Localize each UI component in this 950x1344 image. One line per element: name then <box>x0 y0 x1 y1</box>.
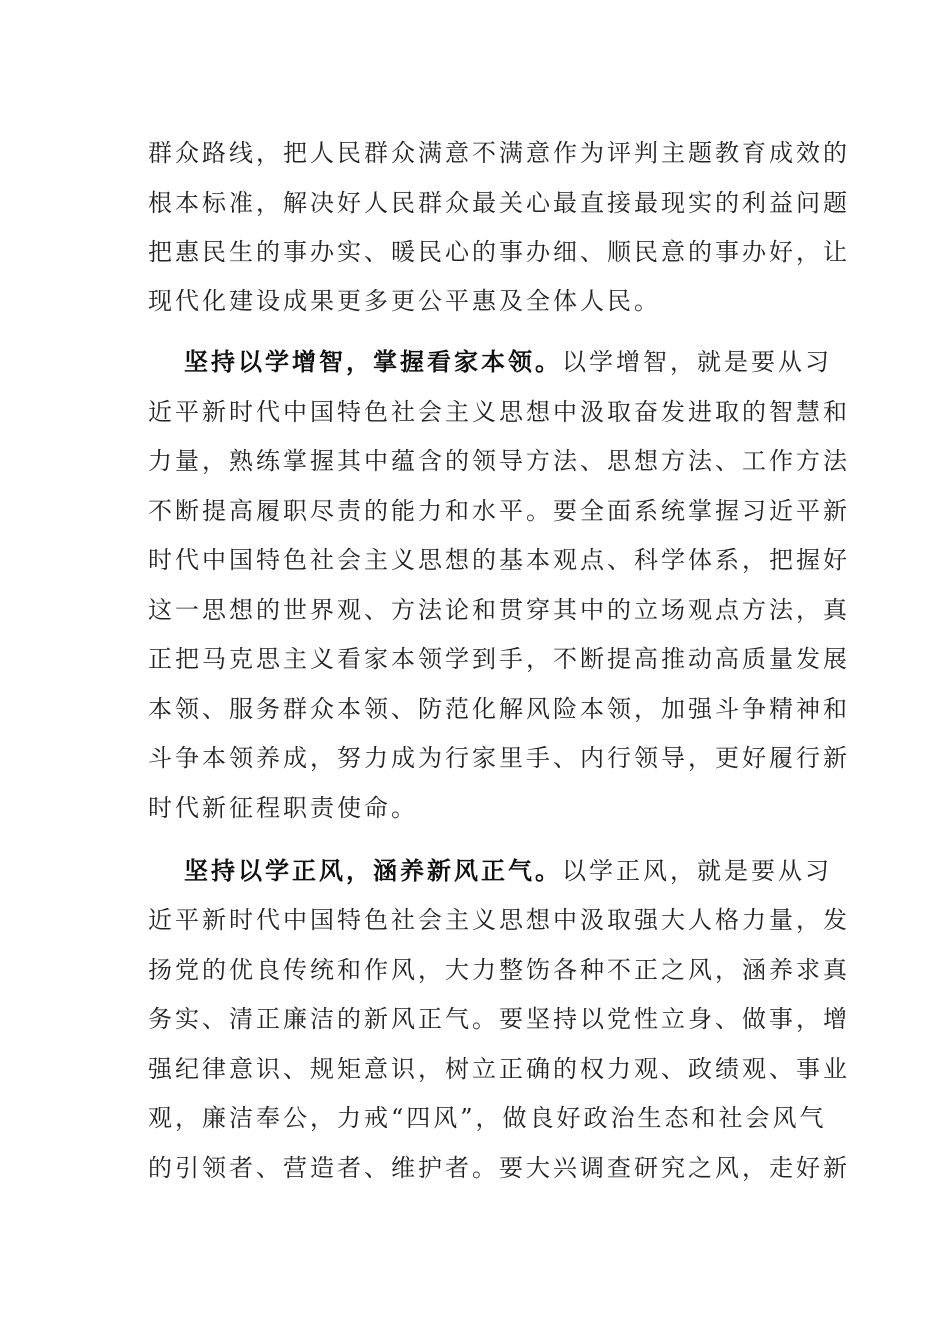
paragraph-3-line-1 <box>184 854 832 888</box>
paragraph-2-line-10: 时代新征程职责使命。 <box>148 794 418 822</box>
paragraph-2-line-9: 斗争本领养成，努力成为行家里手、内行领导，更好履行新 <box>148 744 850 772</box>
paragraph-2-line-2: 近平新时代中国特色社会主义思想中汲取奋发进取的智慧和 <box>148 398 850 426</box>
paragraph-1-line-2: 根本标准，解决好人民群众最关心最直接最现实的利益问题 <box>148 189 850 217</box>
paragraph-2-line-1 <box>184 345 832 379</box>
paragraph-3-line-6: 观，廉洁奉公，力戒“四风”，做良好政治生态和社会风气 <box>148 1104 827 1132</box>
paragraph-2-line-4: 不断提高履职尽责的能力和水平。要全面系统掌握习近平新 <box>148 497 850 525</box>
paragraph-3-first-line-rest: 以学正风，就是要从习 <box>562 857 832 885</box>
paragraph-2-line-3: 力量，熟练掌握其中蕴含的领导方法、思想方法、工作方法 <box>148 447 850 475</box>
paragraph-1-line-4: 现代化建设成果更多更公平惠及全体人民。 <box>148 287 661 315</box>
paragraph-1-line-1: 群众路线，把人民群众满意不满意作为评判主题教育成效的 <box>148 139 850 167</box>
paragraph-2-line-5: 时代中国特色社会主义思想的基本观点、科学体系，把握好 <box>148 546 850 574</box>
paragraph-3-line-3: 扬党的优良传统和作风，大力整饬各种不正之风，涵养求真 <box>148 956 850 984</box>
paragraph-1-line-3: 把惠民生的事办实、暖民心的事办细、顺民意的事办好，让 <box>148 238 850 266</box>
paragraph-2-heading: 坚持以学增智，掌握看家本领。 <box>184 347 562 376</box>
paragraph-2-line-7: 正把马克思主义看家本领学到手，不断提高推动高质量发展 <box>148 645 850 673</box>
paragraph-3-line-7: 的引领者、营造者、维护者。要大兴调查研究之风，走好新 <box>148 1154 850 1182</box>
paragraph-2-line-8: 本领、服务群众本领、防范化解风险本领，加强斗争精神和 <box>148 695 850 723</box>
paragraph-3-line-2: 近平新时代中国特色社会主义思想中汲取强大人格力量，发 <box>148 906 850 934</box>
paragraph-3-heading: 坚持以学正风，涵养新风正气。 <box>184 856 562 885</box>
paragraph-3-line-5: 强纪律意识、规矩意识，树立正确的权力观、政绩观、事业 <box>148 1055 850 1083</box>
paragraph-2-first-line-rest: 以学增智，就是要从习 <box>562 348 832 376</box>
paragraph-3-line-4: 务实、清正廉洁的新风正气。要坚持以党性立身、做事，增 <box>148 1005 850 1033</box>
paragraph-2-line-6: 这一思想的世界观、方法论和贯穿其中的立场观点方法，真 <box>148 596 850 624</box>
